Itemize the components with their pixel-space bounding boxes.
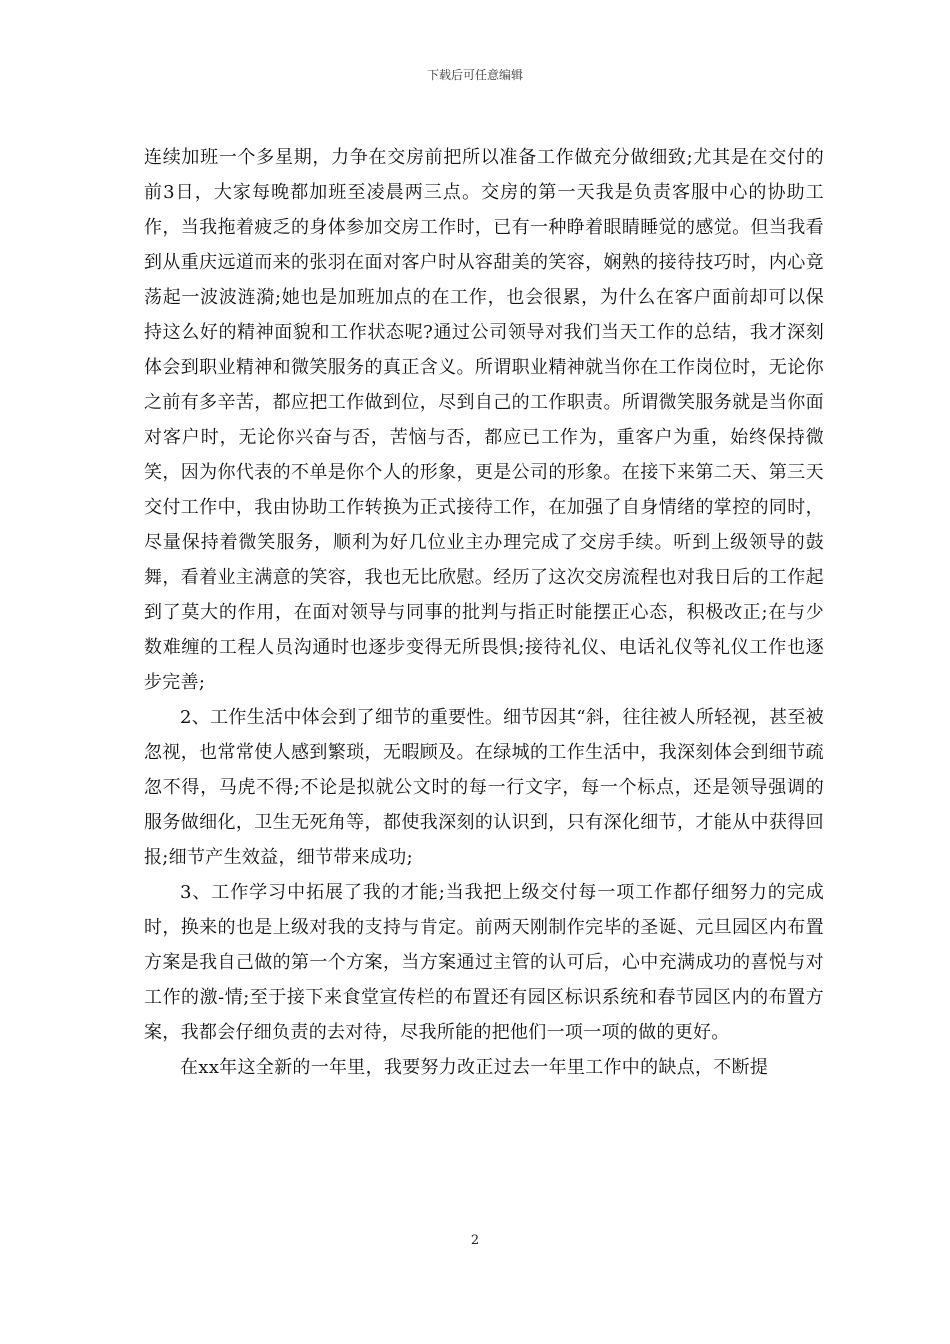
paragraph-item-3: 3、工作学习中拓展了我的才能;当我把上级交付每一项工作都仔细努力的完成时，换来的也是上级对我的支持与肯定。前两天刚制作完毕的圣诞、元旦园区内布置方案是我自己做的第一个方案，当方案通过主管的认可后，心中充满成功的喜悦与对工作的激-情;至于接下来食堂宣传栏的布置还有园区标识系统和春节园区内的布置方案，我都会仔细负责的去对待，尽我所能的把他们一项一项的做的更好。: [144, 882, 824, 1043]
paragraph-new-year: 在xx年这全新的一年里，我要努力改正过去一年里工作中的缺点，不断提: [180, 1057, 769, 1078]
paragraph-continuation: 连续加班一个多星期，力争在交房前把所以准备工作做充分做细致;尤其是在交付的前3日，大家每晚都加班至凌晨两三点。交房的第一天我是负责客服中心的协助工作，当我拖着疲乏的身体参加交房工作时，已有一种睁着眼睛睡觉的感觉。但当我看到从重庆远道而来的张羽在面对客户时从容甜美的笑容，娴熟的接待技巧时，内心竟荡起一波波涟漪;她也是加班加点的在工作，也会很累，为什么在客户面前却可以保持这么好的精神面貌和工作状态呢?通过公司领导对我们当天工作的总结，我才深刻体会到职业精神和微笑服务的真正含义。所谓职业精神就当你在工作岗位时，无论你之前有多辛苦，都应把工作做到位，尽到自己的工作职责。所谓微笑服务就是当你面对客户时，无论你兴奋与否，苦恼与否，都应已工作为，重客户为重，始终保持微笑，因为你代表的不单是你个人的形象，更是公司的形象。在接下来第二天、第三天交付工作中，我由协助工作转换为正式接待工作，在加强了自身情绪的掌控的同时，尽量保持着微笑服务，顺利为好几位业主办理完成了交房手续。听到上级领导的鼓舞，看着业主满意的笑容，我也无比欣慰。经历了这次交房流程也对我日后的工作起到了莫大的作用，在面对领导与同事的批判与指正时能摆正心态，积极改正;在与少数难缠的工程人员沟通时也逐步变得无所畏惧;接待礼仪、电话礼仪等礼仪工作也逐步完善;: [144, 147, 824, 693]
paragraph-item-2: 2、工作生活中体会到了细节的重要性。细节因其“斜，往往被人所轻视，甚至被忽视，也常常使人感到繁琐，无暇顾及。在绿城的工作生活中，我深刻体会到细节疏忽不得，马虎不得;不论是拟就公文时的每一行文字，每一个标点，还是领导强调的服务做细化，卫生无死角等，都使我深刻的认识到，只有深化细节，才能从中获得回报;细节产生效益，细节带来成功;: [144, 707, 824, 868]
page-number: 2: [470, 1233, 480, 1248]
page-header: 下载后可任意编辑: [426, 68, 523, 82]
document-body: [144, 140, 824, 1085]
